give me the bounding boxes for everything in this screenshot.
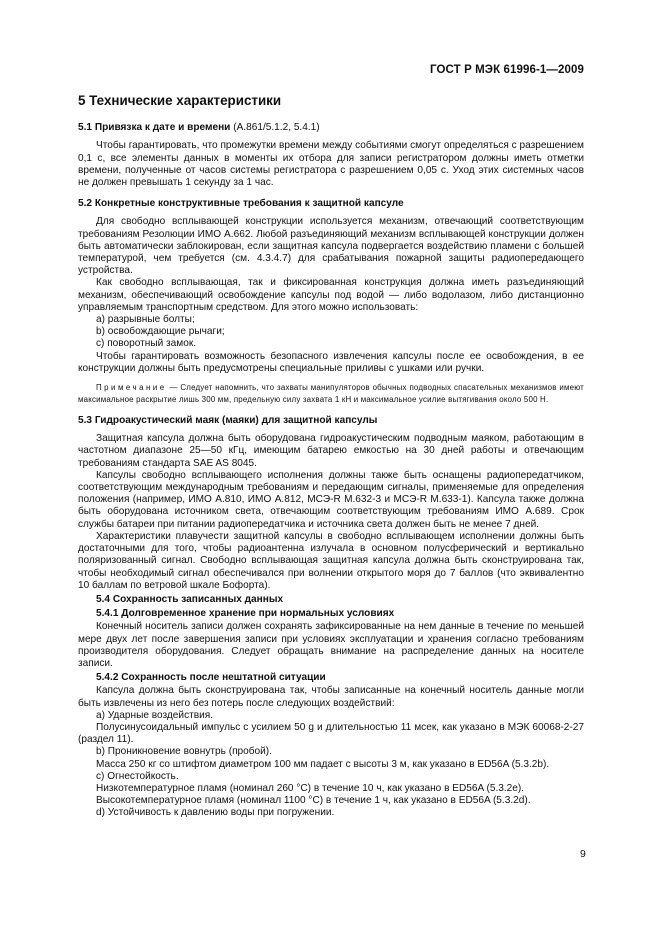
page-number: 9 <box>580 848 586 860</box>
list-item: c) Огнестойкость. <box>96 770 179 782</box>
paragraph: Конечный носитель записи должен сохранять зафиксированные на нем данные в течение по меньшей мере двух лет после завершения записи при условиях эксплуатации и хранения согласно требованиям производителя оборудования. Следует обращать внимание на распределение данных на носителе записи. <box>78 621 584 669</box>
paragraph: Высокотемпературное пламя (номинал 1100 °С) в течение 1 ч, как указано в ED56A (5.3.2d). <box>96 795 531 807</box>
subsection-heading-5-4: 5.4 Сохранность записанных данных <box>96 593 284 605</box>
paragraph: Защитная капсула должна быть оборудована гидроакустическим подводным маяком, работающим в частотном диапазоне 25—50 кГц, имеющим батарею емкостью на 30 дней работы и отвечающим требованиям стандарта SAE AS 8045. <box>78 433 584 469</box>
paragraph: Как свободно всплывающая, так и фиксированная конструкция должна иметь разъединяющий механизм, обеспечивающий освобождение капсулы под водой — либо водолазом, либо дистанционно управляемым транспортным средством. Для этого можно использовать: <box>78 277 584 313</box>
paragraph: Масса 250 кг со штифтом диаметром 100 мм падает с высоты 3 м, как указано в ED56A (5.3.2b). <box>96 758 550 770</box>
note-label: Примечание <box>96 383 167 393</box>
page-content <box>78 95 584 820</box>
running-header: ГОСТ Р МЭК 61996-1—2009 <box>430 64 584 76</box>
paragraph: Характеристики плавучести защитной капсулы в свободно всплывающем исполнении должны быть достаточными для того, чтобы радиоантенна излучала в основном полусферический и вертикально поляризованный сигнал. Свободно всплывающая защитная капсула должна быть сконструирована так, чтобы необходимый сигнал обеспечивался при волнении открытого моря до 7 баллов (что эквивалентно 10 баллам по ветровой шкале Бофорта). <box>78 530 584 591</box>
subsection-heading-5-2: 5.2 Конкретные конструктивные требования к защитной капсуле <box>78 198 404 210</box>
list-item: a) Ударные воздействия. <box>96 709 214 721</box>
paragraph: Чтобы гарантировать, что промежутки времени между событиями смогут определяться с разрешением 0,1 с, все элементы данных в моменты их отбора для записи регистратором должны иметь отметки времени, полученные от часов системы регистратора с разрешением 0,05 с. Уход этих системных часов не должен превышать 1 секунду за 1 час. <box>78 140 584 189</box>
paragraph: Чтобы гарантировать возможность безопасного извлечения капсулы после ее освобождения, в ее конструкции должны быть предусмотрены специальные приливы с ушками или ручки. <box>78 350 584 374</box>
subsection-heading-5-4-1: 5.4.1 Долговременное хранение при нормальных условиях <box>96 608 395 620</box>
list-item: d) Устойчивость к давлению воды при погружении. <box>96 807 335 819</box>
note <box>78 382 584 406</box>
heading-5-1-bold: 5.1 Привязка к дате и времени <box>78 122 231 134</box>
paragraph: Для свободно всплывающей конструкции используется механизм, отвечающий соответствующим требованиям Резолюции ИМО А.662. Любой разъединяющий механизм всплывающей конструкции должен быть автоматически заблокирован, если защитная капсула подвергается воздействию пламени с большей температурой, чем требуется (см. 4.3.4.7) для срабатывания пожарной защиты радиопередающего устройства. <box>78 216 584 277</box>
paragraph: Капсула должна быть сконструирована так, чтобы записанные на конечный носитель данные могли быть извлечены из него без потерь после следующих воздействий: <box>78 685 584 709</box>
heading-5-1-ref: (А.861/5.1.2, 5.4.1) <box>230 122 320 134</box>
subsection-heading-5-1 <box>78 122 584 134</box>
paragraph: Капсулы свободно всплывающего исполнения должны также быть оснащены радиопередатчиком, соответствующим международным требованиям и передающим сигналы, применяемые для определения положения (например, ИМО А.810, ИМО А.812, МСЭ-R M.632-3 и МСЭ-R M.633-1). Капсула также должна быть оборудована источником света, отвечающим соответствующим требованиям ИМО А.689. Срок службы батареи при питании радиопередатчика и источника света должен быть не менее 7 дней. <box>78 469 584 530</box>
paragraph: Низкотемпературное пламя (номинал 260 °С) в течение 10 ч, как указано в ED56A (5.3.2e). <box>96 782 525 794</box>
note-text: — Следует напомнить, что захваты манипуляторов обычных подводных спасательных механизмов имеют максимальное раскрытие лишь 300 мм, предельную силу захвата 1 кН и максимальное усилие вытягивания около 500 Н. <box>78 383 584 405</box>
list-item: b) освобождающие рычаги; <box>96 326 225 338</box>
subsection-heading-5-4-2: 5.4.2 Сохранность после нештатной ситуации <box>96 672 326 684</box>
list-item: c) поворотный замок. <box>96 338 197 350</box>
section-title: 5 Технические характеристики <box>78 93 282 108</box>
paragraph: Полусинусоидальный импульс с усилием 50 g и длительностью 11 мсек, как указано в МЭК 60068-2-27 (раздел 11). <box>78 721 584 746</box>
subsection-heading-5-3: 5.3 Гидроакустический маяк (маяки) для защитной капсулы <box>78 415 378 427</box>
list-item: b) Проникновение вовнутрь (пробой). <box>96 746 272 758</box>
list-item: a) разрывные болты; <box>96 314 195 326</box>
